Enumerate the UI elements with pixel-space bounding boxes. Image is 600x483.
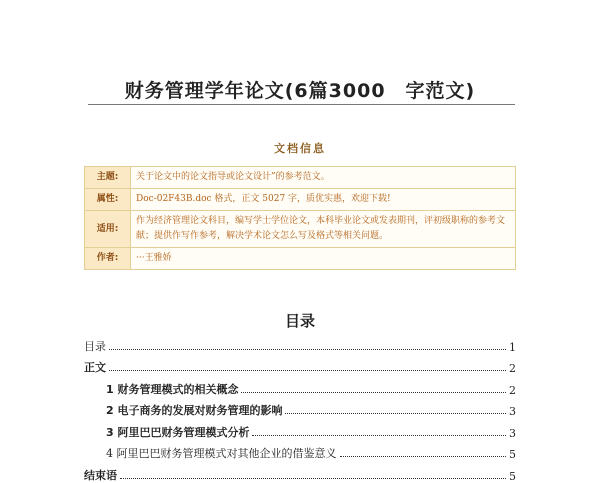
- toc-entry[interactable]: [84, 332, 516, 354]
- toc-entry-label: 目录: [84, 339, 106, 353]
- toc-entry-page: 1: [509, 340, 516, 354]
- info-row-attribute: [85, 189, 516, 211]
- info-key-usage: 适用:: [85, 211, 131, 248]
- toc-entry[interactable]: [84, 461, 516, 483]
- info-key-author: 作者:: [85, 248, 131, 270]
- toc-entry[interactable]: [84, 354, 516, 376]
- toc-dot-leader: [241, 392, 506, 393]
- toc-entry-page: 2: [509, 383, 516, 397]
- toc-entry-page: 3: [509, 405, 516, 418]
- toc-dot-leader: [340, 456, 507, 457]
- toc-entry-page: 2: [509, 362, 516, 375]
- toc-dot-leader: [285, 413, 506, 414]
- toc-dot-leader: [109, 349, 506, 350]
- info-heading: 文档信息: [274, 142, 326, 155]
- info-row-topic: [85, 167, 516, 189]
- document-info-table: [84, 166, 516, 270]
- toc-entry-page: 5: [509, 448, 516, 461]
- document-title: 财务管理学年论文(6篇3000 字范文): [124, 80, 476, 102]
- info-value-attribute: Doc-02F43B.doc 格式，正文 5027 字，质优实惠，欢迎下载!: [131, 189, 516, 211]
- toc-dot-leader: [120, 478, 506, 479]
- toc-entry-label: 3 阿里巴巴财务管理模式分析: [106, 425, 250, 439]
- info-row-author: [85, 248, 516, 270]
- title-divider: [88, 104, 515, 105]
- info-key-attribute: 属性:: [85, 189, 131, 211]
- toc-entry-page: 5: [509, 469, 516, 483]
- toc-dot-leader: [109, 370, 506, 371]
- toc-entry[interactable]: [84, 418, 516, 440]
- info-value-topic: 关于论文中的论文指导或论文设计”的参考范文。: [131, 167, 516, 189]
- toc-entry[interactable]: [84, 375, 516, 397]
- toc-entry-label: 1 财务管理模式的相关概念: [106, 382, 239, 396]
- toc-entry-label: 2 电子商务的发展对财务管理的影响: [106, 404, 283, 417]
- toc-entry-label: 结束语: [84, 468, 117, 482]
- toc-entry-label: 正文: [84, 361, 106, 374]
- info-value-usage: 作为经济管理论文科目，编写学士学位论文，本科毕业论文或发表期刊，评初级职称的参考文献；提供作写作参考，解决学术论文怎么写及格式等相关问题。: [131, 211, 516, 248]
- info-row-usage: [85, 211, 516, 248]
- toc-dot-leader: [252, 435, 506, 436]
- info-key-topic: 主题:: [85, 167, 131, 189]
- toc-entry-label: 4 阿里巴巴财务管理模式对其他企业的借鉴意义: [106, 447, 337, 460]
- toc-entry[interactable]: [84, 397, 516, 419]
- table-of-contents: [84, 332, 516, 483]
- toc-entry[interactable]: [84, 440, 516, 462]
- toc-entry-page: 3: [509, 426, 516, 440]
- info-value-author: ···王雅娇: [131, 248, 516, 270]
- toc-heading: 目录: [284, 312, 315, 330]
